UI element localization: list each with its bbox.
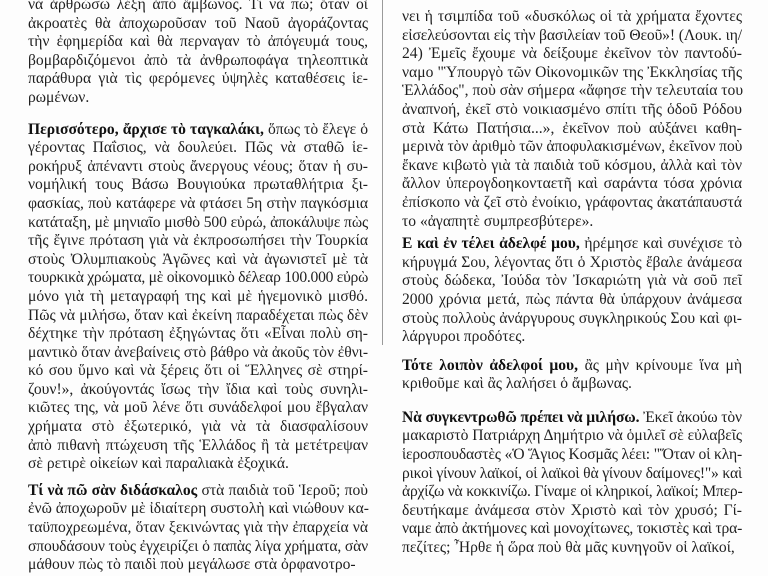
text-line xyxy=(402,157,742,176)
paragraph xyxy=(402,235,742,347)
text-line xyxy=(28,381,368,400)
line-text: ἔκανε κιβωτὸ γιὰ τὰ παιδιὰ τοῦ κόσμου, ἀλλὰ καὶ τὸν xyxy=(402,156,742,174)
line-text: κιῶτες της, νὰ μοῦ λένε ὅτι συνάδελφοί μου ἔβγαλαν xyxy=(28,399,368,417)
line-text: τὴν ἐφημερίδα καὶ θὰ περναγαν τὸ ἀπόγευμά τους, xyxy=(28,33,368,51)
line-text: Ἑλλάδος", ποὺ σὰν σήμερα «ἄφησε τὴν τελευταία του xyxy=(402,82,744,100)
line-text: στὰ Κάτω Πατήσια...», ἐκεῖνον ποὺ αὐξάνει καθη- xyxy=(402,119,742,137)
text-line xyxy=(402,120,742,139)
text-line xyxy=(402,175,742,194)
line-text: στοὺς Ὀλυμπιακοὺς Ἀγῶνες καὶ νὰ ἀγωνιστεῖ μὲ τὰ xyxy=(28,250,368,268)
line-text: ἀκροατὲς θὰ ἀποχωροῦσαν τοῦ Ναοῦ ἀγοράζοντας xyxy=(28,14,368,32)
line-text: στοὺς δώδεκα, Ἰούδα τὸν Ἰσκαριώτη γιὰ νὰ σοῦ πεῖ xyxy=(402,272,742,290)
text-line xyxy=(28,214,368,233)
paragraph xyxy=(402,409,742,558)
line-text: πεζίτες; Ἦρθε ἡ ὥρα ποὺ θὰ μᾶς κυνηγοῦν οἱ λαϊκοί, xyxy=(402,539,735,557)
paragraph xyxy=(28,482,368,575)
paragraph xyxy=(402,357,742,394)
line-text: παράθυρα γιὰ τὶς φερόμενες ὑψηλὲς καταθέσεις ἱε- xyxy=(28,70,368,88)
text-line xyxy=(28,399,368,418)
line-text: δέχτηκε τὴν πρόταση ἐξηγώντας ὅτι «Εἶναι πολὺ ση- xyxy=(28,325,368,343)
text-line xyxy=(28,70,368,89)
line-text: εἰσελεύσονται εἰς τὴν βασιλείαν τοῦ Θεοῦ»! (Λουκ. ιη/ xyxy=(402,26,742,44)
line-text: γέροντας Παΐσιος, νὰ δουλεύει. Πῶς νὰ σταθῶ ἱε- xyxy=(28,139,368,157)
text-line xyxy=(28,158,368,177)
text-line xyxy=(28,519,368,538)
text-line xyxy=(402,446,742,465)
text-line xyxy=(402,8,742,27)
line-text: κατάταξη, μὲ μηνιαῖο μισθὸ 500 εὐρώ, ἀποκάλυψε πὼς xyxy=(28,213,369,231)
line-text: στοὺς πολλοὺς ἀνάργυρους συγκληρικούς Σου καὶ φι- xyxy=(402,309,742,327)
line-text: ἀρχίζω νὰ κοκκινίζω. Γίναμε οἱ κληρικοί, λαϊκοί; Μπερ- xyxy=(402,483,743,501)
text-line xyxy=(28,437,368,456)
text-line xyxy=(402,27,742,46)
article-column-right xyxy=(402,8,742,558)
line-text: ὅπως τὸ ἔλεγε ὁ xyxy=(263,120,368,138)
line-text: ναμε ἀπὸ ἀκτήμονες καὶ μονοχίτωνες, τοκιστὲς καὶ τρα- xyxy=(402,520,743,538)
text-line xyxy=(28,556,368,575)
text-line xyxy=(402,427,742,446)
line-text: ρωμένων. xyxy=(28,88,90,106)
line-text: ζουν!», ἀκούγοντάς ἴσως τὴν ἴδια καὶ τοὺς συνηλι- xyxy=(28,380,368,398)
line-text: τουρκικὰ χρώματα, μὲ οἰκονομικὸ δέλεαρ 100.000 εὐρὼ xyxy=(28,269,369,287)
line-text: το «ἀγαπητὲ συμπρεσβύτερε». xyxy=(402,212,594,230)
text-line xyxy=(402,235,742,254)
line-text: ἀπὸ πιθανὴ πτώχευση τῆς Ἑλλάδος ἢ τὰ μετέτρεψαν xyxy=(28,436,368,454)
line-text: νομήλική τους Βάσω Βουγιούκα πρωταθλήτρια ξι- xyxy=(28,176,368,194)
text-line xyxy=(28,251,368,270)
text-line xyxy=(402,291,742,310)
text-line xyxy=(402,520,742,539)
line-text: λάργυροι προδότες. xyxy=(402,328,526,346)
line-text: 24) Ἐμεῖς ἔχουμε νὰ δείξουμε ἐκεῖνον τὸν παντοδύ- xyxy=(402,45,742,63)
line-text: μάθουν πὼς τὸ παιδὶ ποὺ μεγάλωσε στὰ ὀρφανοτρο- xyxy=(28,556,356,574)
text-line xyxy=(28,418,368,437)
text-line xyxy=(28,15,368,34)
text-line xyxy=(28,232,368,251)
paragraph-lead: Νὰ συγκεντρωθῶ πρέπει νὰ μιλήσω. xyxy=(402,408,640,426)
line-text: δευτήκαμε ἀνάμεσα στὸν Χριστὸ καὶ τὸν χρυσό; Γί- xyxy=(402,501,742,519)
paragraph-lead: Περισσότερο, ἄρχισε τὸ ταγκαλάκι, xyxy=(28,120,264,138)
line-text: Πῶς νὰ μιλήσω, ὅταν καὶ ἐκείνη παραδέχεται πὼς δὲν xyxy=(28,306,368,324)
line-text: μακαριστὸ Πατριάρχη Δημήτριο νὰ ὁμιλεῖ σὲ εὐλαβεῖς xyxy=(402,427,742,445)
line-text: μερινὰ τὸν ἀριθμὸ τῶν ἀποφυλακισμένων, ἐκεῖνον ποὺ xyxy=(402,138,743,156)
text-line xyxy=(28,89,368,108)
line-text: στὰ παιδιὰ τοῦ Ἱεροῦ; ποὺ xyxy=(197,481,368,499)
line-text: φασκίας, ποὺ κατάφερε νὰ φτάσει 5η στὴν παγκόσμια xyxy=(28,194,368,212)
line-text: μόνο γιὰ τὴ μεταγραφή της καὶ μὲ ἡγεμονικὸ μισθό. xyxy=(28,287,368,305)
text-line xyxy=(28,455,368,474)
text-line xyxy=(28,344,368,363)
line-text: ἐνῶ ἀποχωροῦν μὲ ἰδιαίτερη συστολὴ καὶ νιώθουν κα- xyxy=(28,500,369,518)
text-line xyxy=(402,45,742,64)
line-text: νει ἡ τσιμπίδα τοῦ «δυσκόλως οἱ τὰ χρήματα ἔχοντες xyxy=(402,8,742,25)
line-text: νὰ ἀρθρώσω λέξη ἀπὸ ἄμβωνος. Τί νὰ πῶ; ὅταν οἱ xyxy=(28,0,368,13)
text-line xyxy=(402,539,742,558)
text-line xyxy=(28,325,368,344)
paragraph xyxy=(28,0,368,108)
text-line xyxy=(402,254,742,273)
column-divider xyxy=(382,0,383,345)
text-line xyxy=(402,101,742,120)
line-text: σπουδάσουν τοὺς ἐγχειρίζει ὁ παπὰς λίγα χρήματα, σὰν xyxy=(28,537,369,555)
text-line xyxy=(402,502,742,521)
text-line xyxy=(402,357,742,376)
line-text: ρικοὶ γίνουν λαϊκοί, οἱ λαϊκοὶ θὰ γίνουν δαίμονες!"» καὶ xyxy=(402,464,742,482)
line-text: ροκήρυξ ἀπέναντι στοὺς ἄνεργους νέους; ὅταν ἡ συ- xyxy=(28,157,368,175)
line-text: ἱεροσπουδαστὲς «Ὁ Ἅγιος Κοσμᾶς λέει: "Ὅταν οἱ κλη- xyxy=(402,446,742,464)
text-line xyxy=(28,307,368,326)
line-text: 2000 χρόνια μετά, πὼς πάντα θὰ ὑπάρχουν ἀνάμεσα xyxy=(402,290,742,308)
text-line xyxy=(28,33,368,52)
line-text: τῆς ἔγινε πρόταση γιὰ νὰ ἐκπροσωπήσει τὴν Τουρκία xyxy=(28,232,368,250)
line-text: μαντικὸ ὅταν ἀνεβαίνεις στὸ βάθρο νὰ ἀκοῦς τὸν ἐθνι- xyxy=(28,343,368,361)
text-line xyxy=(402,310,742,329)
text-line xyxy=(28,500,368,519)
line-text: Ἐκεῖ ἀκούω τὸν xyxy=(639,408,742,426)
line-text: ἠρέμησε καὶ συνέχισε τὸ xyxy=(579,235,742,253)
line-text: ἄλλον ὑπερογδοηκονταετῆ καὶ σαράντα τόσα χρόνια xyxy=(402,175,742,193)
text-line xyxy=(28,0,368,15)
line-text: ἂς μὴν κρίνουμε ἵνα μὴ xyxy=(578,356,742,374)
line-text: κριθοῦμε καὶ ἂς λαλήσει ὁ ἄμβωνας. xyxy=(402,375,632,393)
line-text: ταϋποχρεωμένα, ὅταν ξεκινώντας γιὰ τὴν ἐπαρχεία νὰ xyxy=(28,519,368,537)
paragraph xyxy=(402,8,742,231)
text-line xyxy=(28,195,368,214)
paragraph-lead: Τότε λοιπὸν ἀδελφοί μου, xyxy=(402,356,579,374)
line-text: βομβαρδιζόμενοι ἀπὸ τὰ ἀνθρωποφάγα τηλεοπτικὰ xyxy=(28,51,368,69)
text-line xyxy=(402,483,742,502)
line-text: ἀναπνοή, ἐκεῖ στὸ νοικιασμένο σπίτι τῆς ὁδοῦ Ρόδου xyxy=(402,100,742,118)
text-line xyxy=(28,362,368,381)
line-text: ἐπίσκοπο νὰ ζεῖ στὸ ἐνοίκιο, γράφοντας ἀκατάπαυστά xyxy=(402,193,742,211)
paragraph-lead: Τί νὰ πῶ σὰν διδάσκαλος xyxy=(28,481,198,499)
line-text: σὲ ρετιρὲ οἰκείων καὶ παραλιακὰ ἐξοχικά. xyxy=(28,455,289,473)
text-line xyxy=(28,52,368,71)
line-text: ναμο "Ὑπουργὸ τῶν Οἰκονομικῶν της Ἐκκλησίας τῆς xyxy=(402,63,742,81)
article-column-left xyxy=(28,0,368,575)
text-line xyxy=(402,194,742,213)
text-line xyxy=(402,138,742,157)
paragraph xyxy=(28,121,368,474)
text-line xyxy=(28,288,368,307)
text-line xyxy=(402,409,742,428)
text-line xyxy=(28,176,368,195)
text-line xyxy=(402,64,742,83)
line-text: κήρυγμά Σου, λέγοντας ὅτι ὁ Χριστὸς ἔβαλε ἀνάμεσα xyxy=(402,253,742,271)
text-line xyxy=(402,82,742,101)
line-text: χρήματα στὸ ἐξωτερικό, γιὰ νὰ τὰ διασφαλίσουν xyxy=(28,418,368,436)
paragraph-lead: Ε καὶ ἐν τέλει ἀδελφέ μου, xyxy=(402,235,580,253)
text-line xyxy=(28,482,368,501)
text-line xyxy=(402,328,742,347)
text-line xyxy=(28,139,368,158)
text-line xyxy=(28,121,368,140)
text-line xyxy=(28,269,368,288)
text-line xyxy=(28,538,368,557)
line-text: κό σου ὕμνο καὶ νὰ ξέρεις ὅτι οἱ Ἕλληνες σὲ στηρί- xyxy=(28,362,368,380)
text-line xyxy=(402,465,742,484)
text-line xyxy=(402,272,742,291)
text-line xyxy=(402,213,742,232)
text-line xyxy=(402,375,742,394)
